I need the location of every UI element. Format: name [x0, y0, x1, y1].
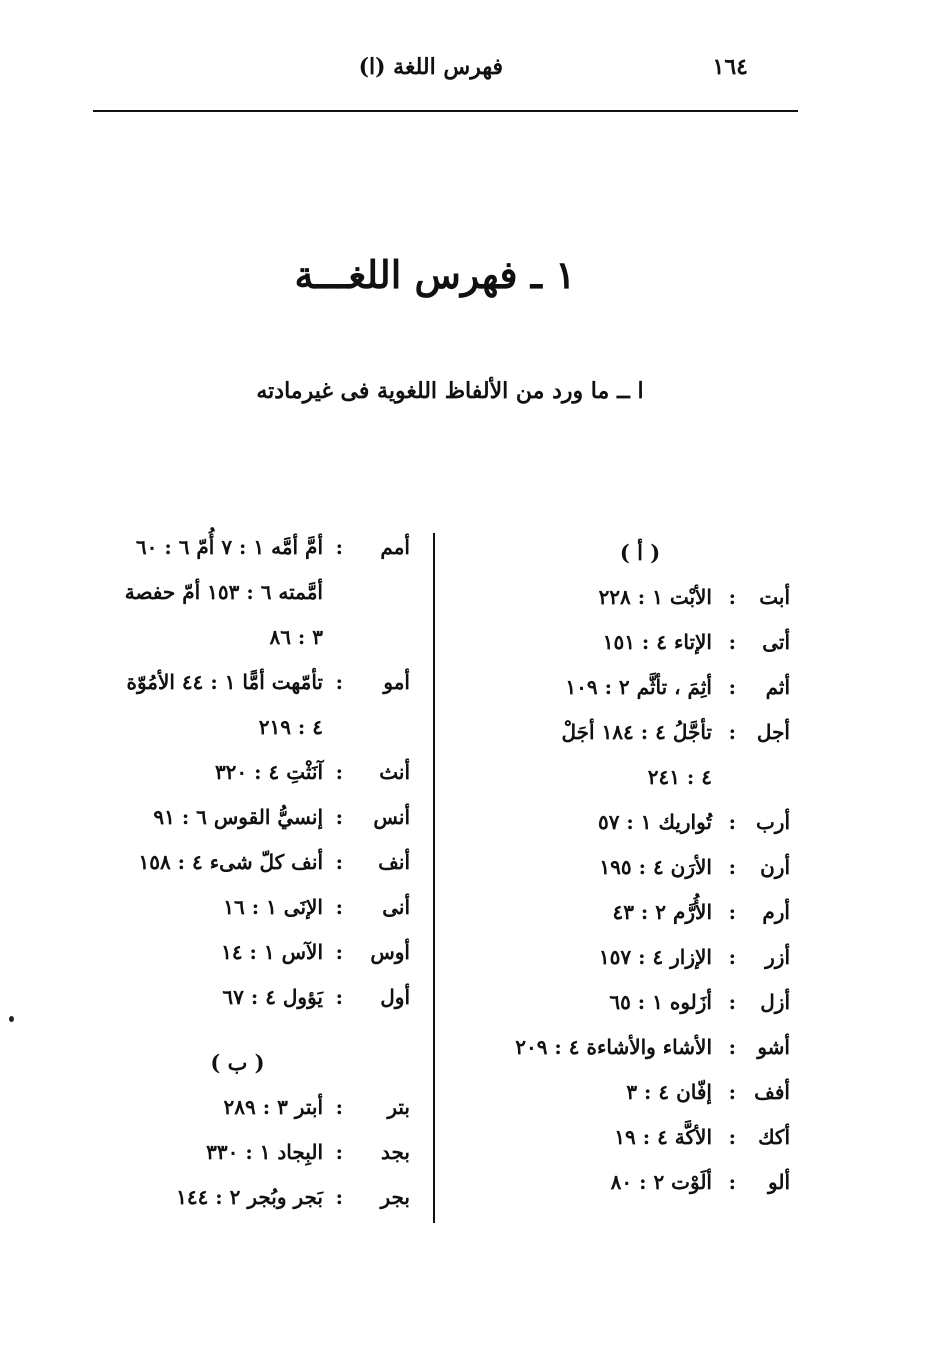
left-entries-b-list: [60, 1085, 415, 1220]
entry-root: بتر: [387, 1095, 410, 1119]
entry-text: الإتاء ٤ : ١٥١: [602, 630, 712, 654]
index-entry: [60, 840, 415, 885]
entry-root: أشو: [757, 1035, 790, 1059]
entry-separator: :: [728, 1170, 736, 1194]
entry-text: تأمّهت أمًّا ١ : ٤٤ الأمُوّة: [126, 670, 323, 694]
entry-separator: :: [335, 850, 343, 874]
entry-separator: :: [335, 1140, 343, 1164]
index-entry: [60, 1175, 415, 1220]
entry-separator: :: [335, 670, 343, 694]
entry-text: أنف كلّ شىء ٤ : ١٥٨: [138, 850, 323, 874]
entry-root: بجر: [380, 1185, 410, 1209]
index-entry: [480, 620, 800, 665]
entry-root: أنى: [382, 895, 410, 919]
entry-root: أنس: [373, 805, 410, 829]
entry-root: أرن: [760, 855, 790, 879]
header-rule: [93, 110, 798, 112]
index-entry: [60, 615, 415, 660]
running-title: فهرس اللغة (ا): [358, 54, 503, 80]
entry-root: أول: [380, 985, 410, 1009]
index-entry: [480, 845, 800, 890]
index-entry: [480, 1115, 800, 1160]
entry-root: أزل: [760, 990, 790, 1014]
entry-text: آنَثْتِ ٤ : ٣٢٠: [214, 760, 323, 784]
entry-root: أجل: [756, 720, 790, 744]
index-entry: [480, 575, 800, 620]
stray-ink-mark: [9, 1016, 14, 1022]
column-divider: [433, 533, 435, 1223]
entry-text: الأرَن ٤ : ١٩٥: [599, 855, 712, 879]
entry-text: ٤ : ٢١٩: [258, 715, 323, 739]
entry-separator: :: [728, 810, 736, 834]
entry-root: أنث: [379, 760, 410, 784]
entry-text: إفّان ٤ : ٣: [626, 1080, 712, 1104]
entry-root: أكك: [758, 1125, 790, 1149]
page-header: [95, 54, 798, 86]
entry-separator: :: [335, 985, 343, 1009]
index-entry: [60, 795, 415, 840]
entry-separator: :: [335, 895, 343, 919]
entry-text: تأجَّلُ ٤ : ١٨٤ أجَلْ: [561, 720, 712, 744]
entry-root: أتى: [762, 630, 790, 654]
index-entry: [480, 935, 800, 980]
entry-separator: :: [728, 675, 736, 699]
entry-separator: :: [728, 1035, 736, 1059]
entry-text: البِجاد ١ : ٣٣٠: [206, 1140, 323, 1164]
entry-text: الإنَى ١ : ١٦: [223, 895, 323, 919]
index-entry: [60, 930, 415, 975]
entry-separator: :: [335, 535, 343, 559]
entry-text: ٤ : ٢٤١: [647, 765, 712, 789]
entry-text: الأُرَّم ٢ : ٤٣: [612, 900, 712, 924]
entry-separator: :: [728, 720, 736, 744]
index-entry: [480, 755, 800, 800]
index-entry: [60, 525, 415, 570]
entry-root: بجد: [381, 1140, 410, 1164]
entry-root: ألو: [768, 1170, 790, 1194]
entry-text: الإزار ٤ : ١٥٧: [598, 945, 712, 969]
entry-separator: :: [728, 1080, 736, 1104]
index-entry: [480, 710, 800, 755]
entry-root: أمم: [380, 535, 410, 559]
entry-text: يَؤول ٤ : ٦٧: [222, 985, 323, 1009]
entry-separator: :: [335, 1095, 343, 1119]
entry-text: أمَّ أمَّه ١ : ٧ أُمّ ٦ : ٦٠: [135, 535, 323, 559]
index-entry: [480, 890, 800, 935]
entry-text: أبتر ٣ : ٢٨٩: [223, 1095, 323, 1119]
index-entry: [480, 800, 800, 845]
entry-root: أنف: [378, 850, 410, 874]
entry-text: أمَّمته ٦ : ١٥٣ أمّ حفصة: [124, 580, 323, 604]
entry-root: أوس: [370, 940, 410, 964]
entry-separator: :: [728, 1125, 736, 1149]
index-title: ١ ـ فهرس اللغـــة: [294, 252, 576, 297]
entry-text: أثِمَ ، تأثَّم ٢ : ١٠٩: [565, 675, 712, 699]
entry-root: أرب: [755, 810, 790, 834]
entry-separator: :: [335, 760, 343, 784]
entry-root: أفف: [754, 1080, 790, 1104]
entry-root: أزر: [765, 945, 790, 969]
index-entry: [60, 660, 415, 705]
entry-text: الآس ١ : ١٤: [221, 940, 323, 964]
index-entry: [480, 665, 800, 710]
entry-text: بَجر وبُجر ٢ : ١٤٤: [176, 1185, 323, 1209]
entry-separator: :: [728, 630, 736, 654]
entry-separator: :: [335, 805, 343, 829]
entry-separator: :: [728, 585, 736, 609]
entry-root: أثم: [765, 675, 790, 699]
entry-text: الأكَّة ٤ : ١٩: [614, 1125, 712, 1149]
entry-text: ٣ : ٨٦: [269, 625, 323, 649]
page-number: ١٦٤: [712, 54, 748, 80]
right-entries-list: [480, 575, 800, 1205]
index-entry: [480, 1025, 800, 1070]
section-heading-alif: ( أ ): [619, 540, 661, 565]
entry-root: أرم: [762, 900, 790, 924]
index-entry: [60, 705, 415, 750]
index-entry: [60, 885, 415, 930]
entry-text: إنسيُّ القوس ٦ : ٩١: [153, 805, 323, 829]
index-subtitle: ا ــ ما ورد من الألفاظ اللغوية فى غيرمادته: [256, 378, 644, 404]
entry-separator: :: [728, 855, 736, 879]
right-column: [480, 530, 800, 1205]
entry-separator: :: [728, 945, 736, 969]
index-entry: [60, 1130, 415, 1175]
entry-text: الأبْت ١ : ٢٢٨: [598, 585, 712, 609]
entry-text: ألَوْت ٢ : ٨٠: [610, 1170, 712, 1194]
entry-separator: :: [728, 900, 736, 924]
section-heading-ba: ( ب ): [210, 1050, 265, 1075]
entry-text: الأشاء والأشاءة ٤ : ٢٠٩: [515, 1035, 712, 1059]
index-entry: [60, 750, 415, 795]
left-entries-list: [60, 525, 415, 1020]
index-entry: [480, 1070, 800, 1115]
index-entry: [480, 1160, 800, 1205]
entry-separator: :: [335, 940, 343, 964]
left-column: [60, 525, 415, 1220]
index-entry: [60, 570, 415, 615]
index-entry: [60, 975, 415, 1020]
entry-separator: :: [335, 1185, 343, 1209]
index-entry: [60, 1085, 415, 1130]
entry-text: أزَلوه ١ : ٦٥: [609, 990, 712, 1014]
index-entry: [480, 980, 800, 1025]
entry-text: تُواريك ١ : ٥٧: [597, 810, 712, 834]
entry-root: أبت: [759, 585, 790, 609]
entry-root: أمو: [383, 670, 410, 694]
entry-separator: :: [728, 990, 736, 1014]
